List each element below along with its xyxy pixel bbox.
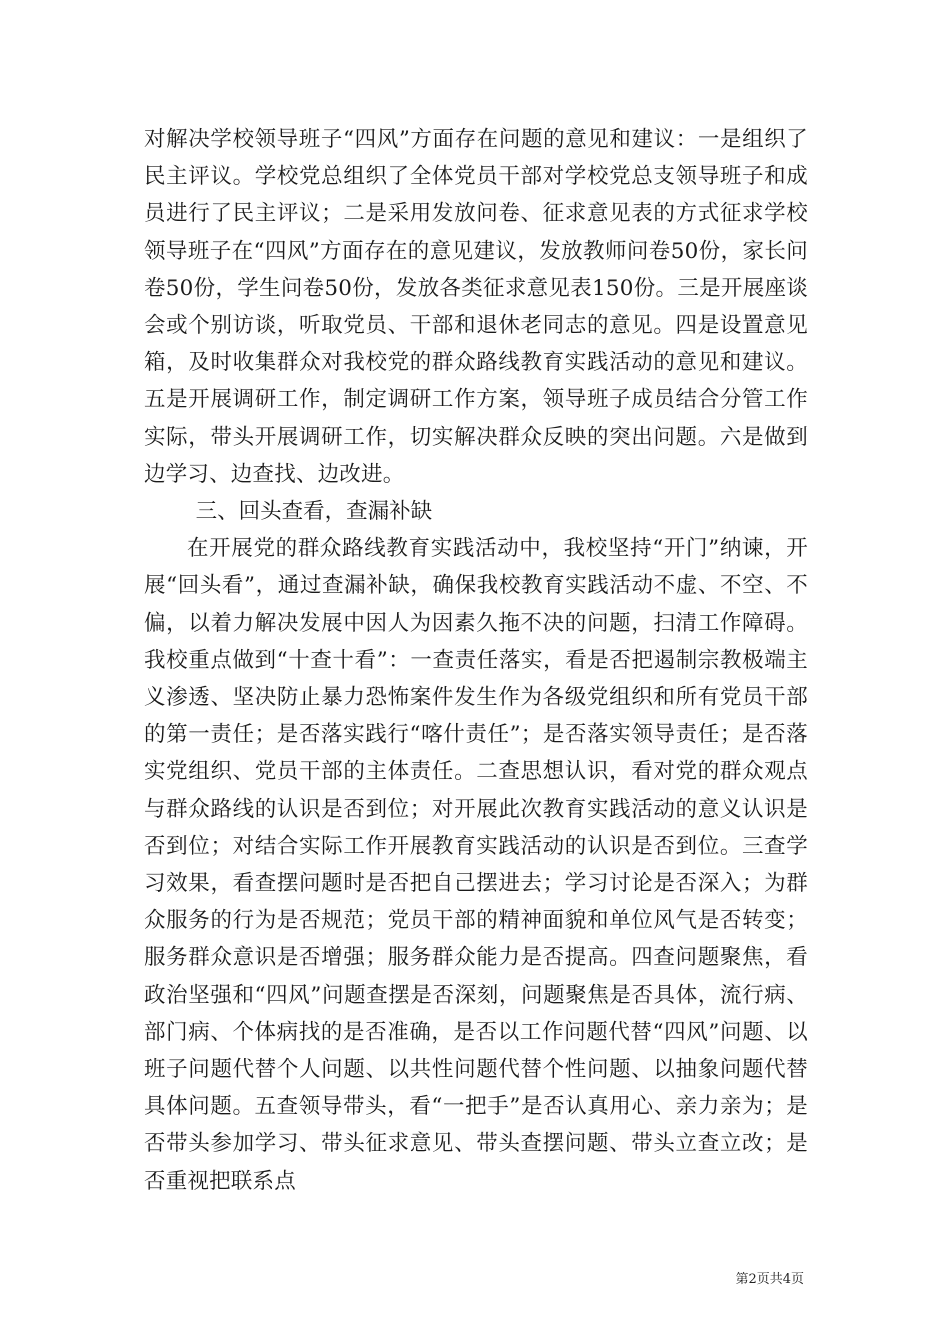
paragraph-continuation: 对解决学校领导班子“四风”方面存在问题的意见和建议：一是组织了民主评议。学校党总组织了全体党员干部对学校党总支领导班子和成员进行了民主评议；二是采用发放问卷、征求意见表的方式征求学校领导班子在“四风”方面存在的意见建议，发放教师问卷50份，家长问卷50份，学生问卷50份，发放各类征求意见表150份。三是开展座谈会或个别访谈，听取党员、干部和退休老同志的意见。四是设置意见箱，及时收集群众对我校党的群众路线教育实践活动的意见和建议。五是开展调研工作，制定调研工作方案，领导班子成员结合分管工作实际，带头开展调研工作，切实解决群众反映的突出问题。六是做到边学习、边查找、边改进。: [144, 127, 808, 487]
paragraph-body: 在开展党的群众路线教育实践活动中，我校坚持“开门”纳谏，开展“回头看”，通过查漏补缺，确保我校教育实践活动不虚、不空、不偏，以着力解决发展中因人为因素久拖不决的问题，扫清工作障碍。我校重点做到“十查十看”：一查责任落实，看是否把遏制宗教极端主义渗透、坚决防止暴力恐怖案件发生作为各级党组织和所有党员干部的第一责任；是否落实践行“喀什责任”；是否落实领导责任；是否落实党组织、党员干部的主体责任。二查思想认识，看对党的群众观点与群众路线的认识是否到位；对开展此次教育实践活动的意义认识是否到位；对结合实际工作开展教育实践活动的认识是否到位。三查学习效果，看查摆问题时是否把自己摆进去；学习讨论是否深入；为群众服务的行为是否规范；党员干部的精神面貌和单位风气是否转变；服务群众意识是否增强；服务群众能力是否提高。四查问题聚焦，看政治坚强和“四风”问题查摆是否深刻，问题聚焦是否具体，流行病、部门病、个体病找的是否准确，是否以工作问题代替“四风”问题、以班子问题代替个人问题、以共性问题代替个性问题、以抽象问题代替具体问题。五查领导带头，看“一把手”是否认真用心、亲力亲为；是否带头参加学习、带头征求意见、带头查摆问题、带头立查立改；是否重视把联系点: [144, 536, 808, 1194]
document-body: [144, 121, 808, 1200]
page-number: 第2页共4页: [735, 1272, 804, 1287]
section-heading: 三、回头查看，查漏补缺: [195, 499, 433, 525]
